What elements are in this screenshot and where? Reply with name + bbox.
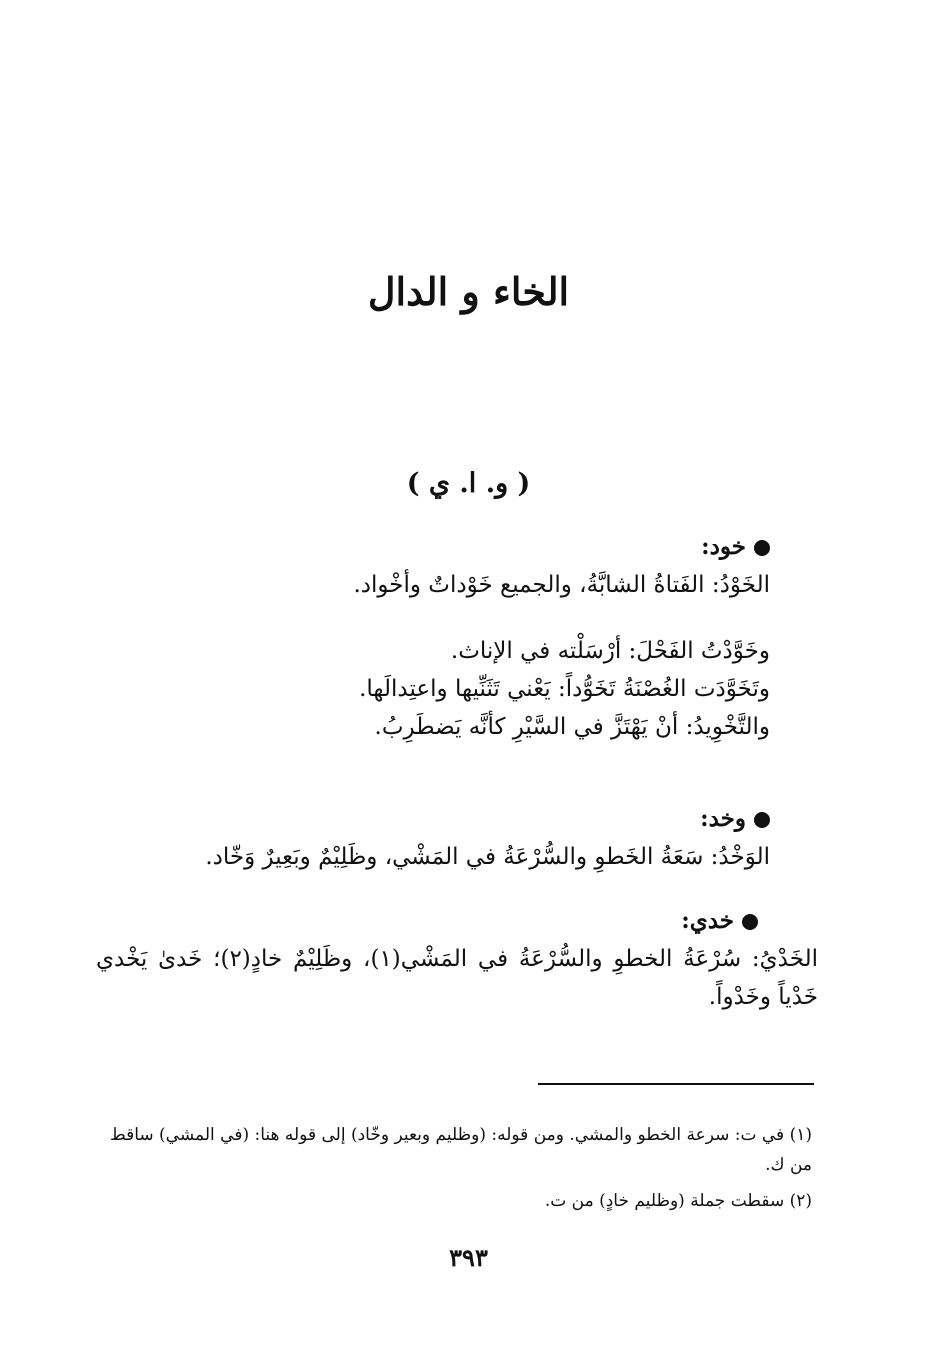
entry-heading: خدي: [96, 902, 758, 940]
entry-wkhd [90, 800, 770, 876]
entry-paragraph: الخَدْيُ: سُرْعَةُ الخطوِ والسُّرْعَةُ في المَشْي(١)، وظَلِيْمٌ خادٍ(٢)؛ خَدىٰ يَخْدي خَدْياً وخَدْواً. [96, 946, 818, 1010]
entry-line: وتَخَوَّدَت الغُصْنَةُ تَخَوُّداً: يَعْني تَثَنِّيها واعتِدالَها. [359, 676, 770, 702]
footnote-1: (١) في ت: سرعة الخطو والمشي. ومن قوله: (وظليم وبعير وخّاد) إلى قوله هنا: (في المشي) ساقط من ك. [109, 1125, 812, 1175]
chapter-title: الخاء و الدال [367, 269, 570, 314]
bullet-icon [754, 540, 770, 556]
entry-heading: خود: [90, 528, 770, 566]
bullet-icon [742, 914, 758, 930]
entry-line: والتَّخْوِيدُ: أنْ يَهْتَزَّ في السَّيْرِ كأنَّه يَضطَرِبُ. [374, 714, 770, 740]
entry-khdy [96, 902, 818, 1016]
bullet-icon [754, 812, 770, 828]
entry-heading: وخد: [90, 800, 770, 838]
root-heading: ( و. ا. ي ) [406, 468, 531, 499]
page-number: ٣٩٣ [449, 1243, 488, 1272]
entry-khwd [90, 528, 770, 746]
entry-line: الخَوْدُ: الفَتاةُ الشابَّةُ، والجميع خَوْداتٌ وأخْواد. [353, 572, 770, 598]
footnotes [90, 1120, 812, 1216]
footnote-2: (٢) سقطت جملة (وظليم خادٍ) من ت. [544, 1191, 812, 1211]
entry-line: وخَوَّدْتُ الفَحْلَ: أرْسَلْته في الإناث. [450, 638, 770, 664]
entry-line: الوَخْدُ: سَعَةُ الخَطوِ والسُّرْعَةُ في المَشْي، وظَلِيْمٌ وبَعِيرٌ وَخّاد. [205, 844, 770, 870]
footnote-divider [538, 1083, 814, 1085]
